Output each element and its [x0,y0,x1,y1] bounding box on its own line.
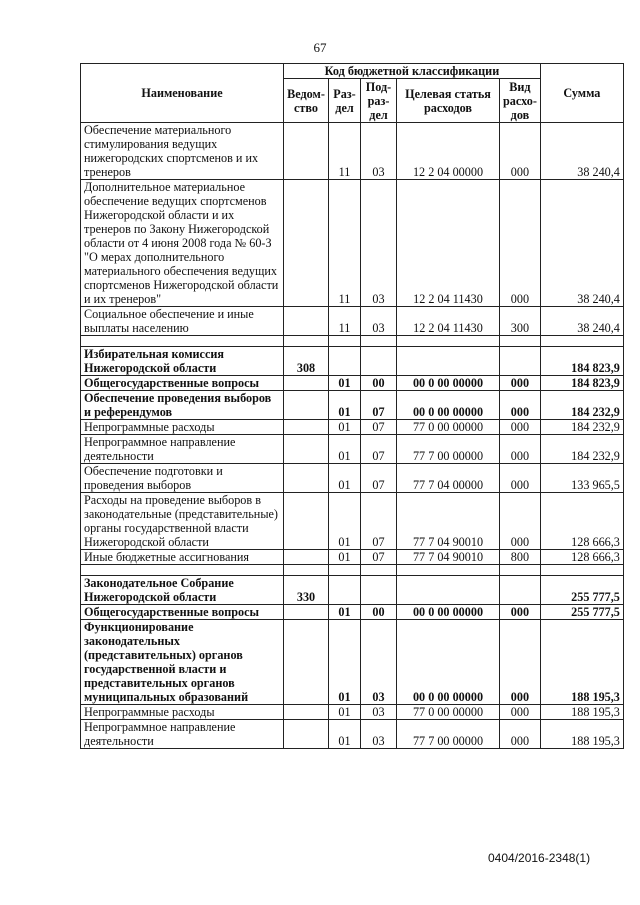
page-number: 67 [313,40,327,55]
cell-vid [500,576,541,605]
cell-name [81,336,284,347]
cell-vid: 300 [500,307,541,336]
table-row [81,576,624,605]
cell-vid: 000 [500,493,541,550]
cell-celevaya: 77 7 04 90010 [397,493,500,550]
cell-ved [284,123,329,180]
cell-razdel: 11 [329,307,361,336]
cell-summa: 184 823,9 [540,347,623,376]
cell-ved [284,493,329,550]
header-name: Наименование [81,64,284,123]
cell-podrazdel: 07 [361,420,397,435]
cell-razdel: 01 [329,550,361,565]
cell-celevaya: 77 7 00 00000 [397,720,500,749]
cell-podrazdel [361,576,397,605]
cell-razdel [329,347,361,376]
cell-vid [500,565,541,576]
budget-table [80,63,624,749]
cell-celevaya: 00 0 00 00000 [397,620,500,705]
table-row [81,464,624,493]
cell-podrazdel: 07 [361,550,397,565]
cell-summa: 188 195,3 [540,720,623,749]
cell-name: Обеспечение подготовки и проведения выборов [81,464,284,493]
cell-ved [284,336,329,347]
table-row [81,493,624,550]
cell-name: Общегосударственные вопросы [81,605,284,620]
cell-podrazdel: 00 [361,376,397,391]
cell-ved [284,180,329,307]
cell-celevaya: 12 2 04 11430 [397,307,500,336]
cell-razdel: 01 [329,391,361,420]
cell-celevaya [397,565,500,576]
header-ved: Ведом-ство [284,79,329,123]
cell-summa: 188 195,3 [540,620,623,705]
cell-summa: 133 965,5 [540,464,623,493]
cell-podrazdel [361,336,397,347]
cell-ved [284,565,329,576]
cell-summa: 188 195,3 [540,705,623,720]
table-row [81,391,624,420]
cell-celevaya: 77 0 00 00000 [397,705,500,720]
cell-name: Непрограммное направление деятельности [81,720,284,749]
table-row [81,720,624,749]
header-vid: Вид расхо-дов [500,79,541,123]
cell-name: Иные бюджетные ассигнования [81,550,284,565]
cell-ved [284,420,329,435]
cell-ved [284,550,329,565]
cell-summa: 184 232,9 [540,420,623,435]
cell-ved [284,620,329,705]
cell-vid: 000 [500,720,541,749]
cell-ved: 308 [284,347,329,376]
cell-summa [540,565,623,576]
cell-summa: 38 240,4 [540,123,623,180]
cell-ved: 330 [284,576,329,605]
cell-vid: 000 [500,180,541,307]
cell-razdel: 01 [329,605,361,620]
cell-name: Законодательное Собрание Нижегородской области [81,576,284,605]
cell-razdel: 01 [329,720,361,749]
cell-razdel: 01 [329,493,361,550]
table-row [81,307,624,336]
table-row [81,347,624,376]
cell-celevaya [397,336,500,347]
spacer-row [81,336,624,347]
cell-ved [284,391,329,420]
cell-summa: 184 232,9 [540,391,623,420]
cell-razdel [329,565,361,576]
cell-summa: 184 823,9 [540,376,623,391]
cell-razdel: 01 [329,420,361,435]
table-body [81,123,624,749]
cell-ved [284,376,329,391]
header-classification-group: Код бюджетной классификации [284,64,541,79]
cell-podrazdel: 07 [361,464,397,493]
cell-podrazdel: 07 [361,435,397,464]
cell-vid: 000 [500,391,541,420]
cell-name: Социальное обеспечение и иные выплаты населению [81,307,284,336]
cell-podrazdel: 03 [361,720,397,749]
cell-celevaya: 77 7 04 00000 [397,464,500,493]
cell-name: Функционирование законодательных (представительных) органов государственной власти и представительных органов муниципальных образований [81,620,284,705]
cell-vid: 000 [500,123,541,180]
document-code: 0404/2016-2348(1) [488,851,591,865]
cell-razdel: 01 [329,435,361,464]
cell-name: Непрограммное направление деятельности [81,435,284,464]
header-summa: Сумма [540,64,623,123]
cell-celevaya [397,347,500,376]
cell-name: Обеспечение проведения выборов и референдумов [81,391,284,420]
table-row [81,376,624,391]
cell-summa: 38 240,4 [540,180,623,307]
cell-celevaya: 12 2 04 00000 [397,123,500,180]
cell-razdel [329,576,361,605]
spacer-row [81,565,624,576]
cell-name: Общегосударственные вопросы [81,376,284,391]
cell-vid: 000 [500,420,541,435]
cell-celevaya: 77 0 00 00000 [397,420,500,435]
table-row [81,705,624,720]
cell-ved [284,705,329,720]
cell-name: Дополнительное материальное обеспечение ведущих спортсменов Нижегородской области и их тренеров по Закону Нижегородской области от 4 июня 2008 года № 60-З "О мерах дополнительного материального обеспечения ведущих спортсменов Нижегородской области и их тренеров" [81,180,284,307]
cell-podrazdel: 03 [361,620,397,705]
cell-ved [284,464,329,493]
cell-vid: 000 [500,620,541,705]
cell-razdel: 01 [329,376,361,391]
cell-razdel: 11 [329,123,361,180]
cell-podrazdel: 03 [361,123,397,180]
cell-summa: 128 666,3 [540,550,623,565]
cell-ved [284,307,329,336]
cell-celevaya: 00 0 00 00000 [397,376,500,391]
cell-ved [284,435,329,464]
cell-summa [540,336,623,347]
cell-name: Обеспечение материального стимулирования ведущих нижегородских спортсменов и их тренеров [81,123,284,180]
cell-ved [284,720,329,749]
cell-celevaya: 77 7 00 00000 [397,435,500,464]
cell-vid: 000 [500,376,541,391]
cell-podrazdel: 03 [361,705,397,720]
cell-summa: 184 232,9 [540,435,623,464]
cell-name [81,565,284,576]
cell-ved [284,605,329,620]
cell-razdel [329,336,361,347]
cell-vid: 000 [500,605,541,620]
cell-razdel: 01 [329,464,361,493]
cell-podrazdel: 07 [361,493,397,550]
cell-vid: 000 [500,705,541,720]
header-podrazdel: Под-раз-дел [361,79,397,123]
header-razdel: Раз-дел [329,79,361,123]
cell-celevaya [397,576,500,605]
cell-celevaya: 00 0 00 00000 [397,605,500,620]
table-row [81,620,624,705]
cell-podrazdel: 03 [361,307,397,336]
table-row [81,605,624,620]
cell-name: Непрограммные расходы [81,705,284,720]
cell-celevaya: 00 0 00 00000 [397,391,500,420]
cell-podrazdel [361,347,397,376]
table-row [81,420,624,435]
cell-summa: 128 666,3 [540,493,623,550]
cell-vid: 800 [500,550,541,565]
cell-summa: 255 777,5 [540,576,623,605]
cell-podrazdel: 07 [361,391,397,420]
table-row [81,180,624,307]
cell-razdel: 11 [329,180,361,307]
cell-vid [500,336,541,347]
cell-razdel: 01 [329,620,361,705]
cell-podrazdel [361,565,397,576]
cell-razdel: 01 [329,705,361,720]
cell-name: Избирательная комиссия Нижегородской области [81,347,284,376]
cell-podrazdel: 00 [361,605,397,620]
table-row [81,435,624,464]
cell-vid [500,347,541,376]
cell-summa: 255 777,5 [540,605,623,620]
table-row [81,123,624,180]
cell-celevaya: 12 2 04 11430 [397,180,500,307]
table-row [81,550,624,565]
cell-vid: 000 [500,435,541,464]
cell-vid: 000 [500,464,541,493]
cell-name: Непрограммные расходы [81,420,284,435]
cell-celevaya: 77 7 04 90010 [397,550,500,565]
cell-summa: 38 240,4 [540,307,623,336]
cell-podrazdel: 03 [361,180,397,307]
cell-name: Расходы на проведение выборов в законодательные (представительные) органы государственной власти Нижегородской области [81,493,284,550]
header-celevaya: Целевая статья расходов [397,79,500,123]
